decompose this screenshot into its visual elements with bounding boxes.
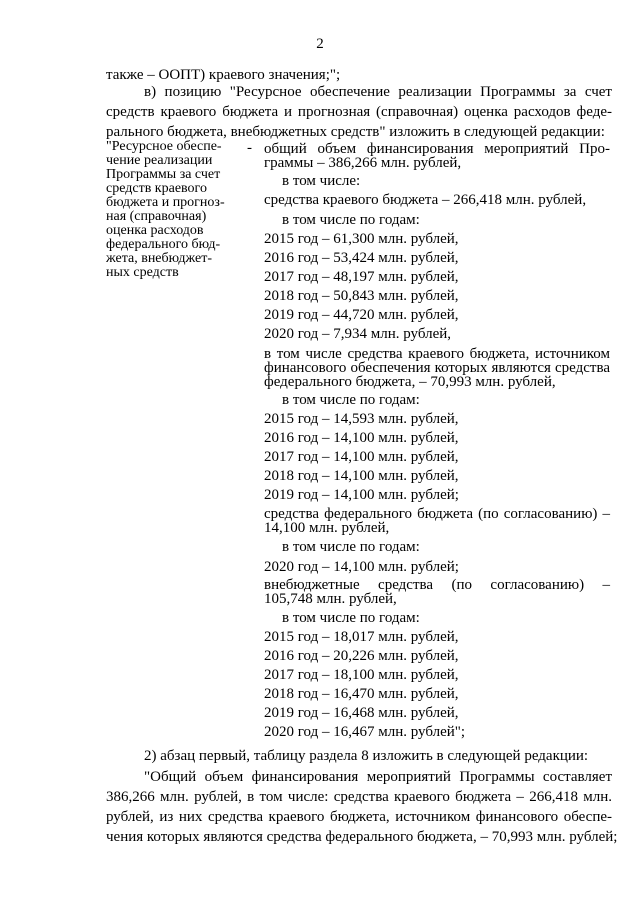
- year-row: 2016 год – 20,226 млн. рублей,: [264, 648, 459, 664]
- total-funding-line: общий объем финансирования мероприятий Про-: [264, 141, 610, 157]
- regional-federal-line: федерального бюджета, – 70,993 млн. рублей,: [264, 374, 556, 390]
- regional-federal-source: [264, 347, 610, 389]
- extrabudget-line: 105,748 млн. рублей,: [264, 591, 397, 607]
- position-title-line: бюджета и прогноз-: [106, 195, 225, 210]
- year-row: 2017 год – 18,100 млн. рублей,: [264, 667, 459, 683]
- intro-paragraph-line: в) позицию "Ресурсное обеспечение реализации Программы за счет: [144, 84, 612, 100]
- intro-line: также – ООПТ) краевого значения;";: [106, 67, 341, 83]
- regional-federal-line: в том числе средства краевого бюджета, источником: [264, 346, 610, 362]
- position-title: [106, 140, 246, 280]
- intro-paragraph-line: средств краевого бюджета и прогнозная (справочная) оценка расходов феде-: [106, 104, 612, 120]
- intro-paragraph-line: рального бюджета, внебюджетных средств" изложить в следующей редакции:: [106, 124, 605, 140]
- position-title-line: жета, внебюджет-: [106, 251, 212, 266]
- year-row: 2015 год – 61,300 млн. рублей,: [264, 231, 459, 247]
- extrabudget-funds: [264, 578, 610, 606]
- position-title-line: "Ресурсное обеспе-: [106, 139, 222, 154]
- federal-budget: [264, 507, 610, 535]
- section-8-line: чения которых являются средства федерального бюджета, – 70,993 млн. рублей;: [106, 829, 618, 845]
- section-8-line: "Общий объем финансирования мероприятий Программы составляет: [144, 769, 612, 785]
- intro-paragraph: [106, 82, 612, 142]
- section-8-line: 386,266 млн. рублей, в том числе: средства краевого бюджета – 266,418 млн.: [106, 789, 612, 805]
- year-row: 2018 год – 14,100 млн. рублей,: [264, 468, 459, 484]
- year-row: 2016 год – 14,100 млн. рублей,: [264, 430, 459, 446]
- year-row: 2020 год – 14,100 млн. рублей;: [264, 559, 459, 575]
- by-years-heading: в том числе по годам:: [282, 610, 420, 626]
- year-row: 2017 год – 14,100 млн. рублей,: [264, 449, 459, 465]
- year-row: 2015 год – 18,017 млн. рублей,: [264, 629, 459, 645]
- year-row: 2020 год – 16,467 млн. рублей";: [264, 724, 466, 740]
- column-dash: -: [247, 140, 252, 156]
- position-title-line: оценка расходов: [106, 223, 204, 238]
- year-row: 2020 год – 7,934 млн. рублей,: [264, 326, 452, 342]
- position-title-line: средств краевого: [106, 181, 207, 196]
- page-number: 2: [316, 36, 324, 52]
- item-2-heading: 2) абзац первый, таблицу раздела 8 изложить в следующей редакции:: [144, 748, 589, 764]
- extrabudget-line: внебюджетные средства (по согласованию) –: [264, 577, 610, 593]
- section-8-paragraph: [106, 767, 618, 847]
- year-row: 2019 год – 16,468 млн. рублей,: [264, 705, 459, 721]
- federal-budget-line: средства федерального бюджета (по согласованию) –: [264, 506, 610, 522]
- year-row: 2018 год – 50,843 млн. рублей,: [264, 288, 459, 304]
- year-row: 2019 год – 14,100 млн. рублей;: [264, 487, 459, 503]
- year-row: 2016 год – 53,424 млн. рублей,: [264, 250, 459, 266]
- position-title-line: ных средств: [106, 265, 179, 280]
- by-years-heading: в том числе по годам:: [282, 539, 420, 555]
- position-title-line: чение реализации: [106, 153, 213, 168]
- year-row: 2015 год – 14,593 млн. рублей,: [264, 411, 459, 427]
- in-that-number: в том числе:: [282, 173, 361, 189]
- year-row: 2018 год – 16,470 млн. рублей,: [264, 686, 459, 702]
- federal-budget-line: 14,100 млн. рублей,: [264, 520, 390, 536]
- year-row: 2019 год – 44,720 млн. рублей,: [264, 307, 459, 323]
- position-title-line: Программы за счет: [106, 167, 221, 182]
- by-years-heading: в том числе по годам:: [282, 392, 420, 408]
- position-title-line: федерального бюд-: [106, 237, 221, 252]
- year-row: 2017 год – 48,197 млн. рублей,: [264, 269, 459, 285]
- total-funding: [264, 142, 610, 170]
- regional-budget: средства краевого бюджета – 266,418 млн. рублей,: [264, 192, 587, 208]
- position-title-line: ная (справочная): [106, 209, 207, 224]
- by-years-heading: в том числе по годам:: [282, 212, 420, 228]
- regional-federal-line: финансового обеспечения которых являются средства: [264, 360, 610, 376]
- total-funding-line: граммы – 386,266 млн. рублей,: [264, 155, 462, 171]
- section-8-line: рублей, из них средства краевого бюджета, источником финансового обеспе-: [106, 809, 612, 825]
